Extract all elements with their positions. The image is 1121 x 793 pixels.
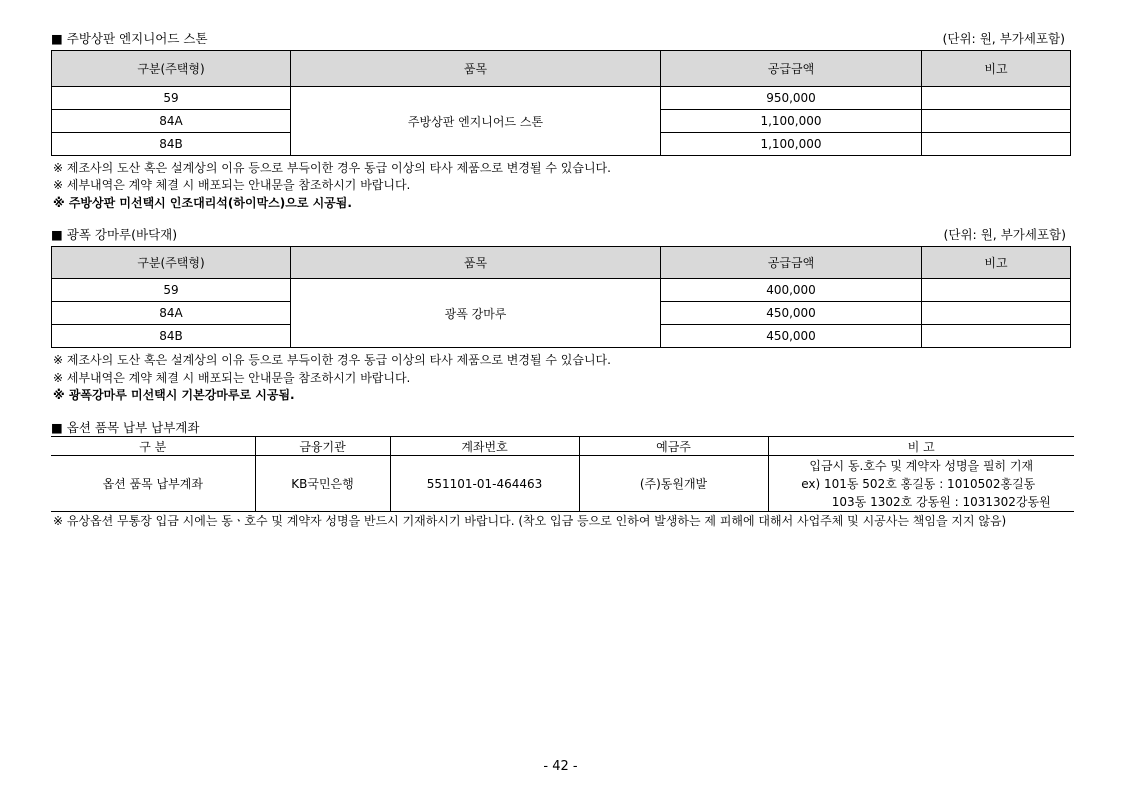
price-cell: 450,000 <box>661 325 922 348</box>
col-header-note: 비고 <box>922 247 1071 279</box>
price-cell: 1,100,000 <box>661 133 922 156</box>
col-header-type: 구분(주택형) <box>52 51 291 87</box>
col-header-note: 비고 <box>922 51 1071 87</box>
table-row <box>52 279 1071 302</box>
col-header-remarks: 비 고 <box>768 437 1074 456</box>
price-cell: 1,100,000 <box>661 110 922 133</box>
col-header-account: 계좌번호 <box>390 437 579 456</box>
account-number-cell: 551101-01-464463 <box>390 456 579 512</box>
account-holder-cell: (주)동원개발 <box>579 456 768 512</box>
note-cell <box>922 325 1071 348</box>
note-cell <box>922 87 1071 110</box>
section1-unit: (단위: 원, 부가세포함) <box>942 31 1065 46</box>
col-header-type: 구분(주택형) <box>52 247 291 279</box>
section2-note-1: ※ 제조사의 도산 혹은 설계상의 이유 등으로 부득이한 경우 동급 이상의 타사 제품으로 변경될 수 있습니다. <box>53 353 611 367</box>
section3-title: ■ 옵션 품목 납부 납부계좌 <box>51 420 200 435</box>
type-cell: 84B <box>52 133 291 156</box>
page-number: - 42 - <box>543 759 578 774</box>
item-cell: 주방상판 엔지니어드 스톤 <box>291 87 661 156</box>
section3-footnote: ※ 유상옵션 무통장 입금 시에는 동ㆍ호수 및 계약자 성명을 반드시 기재하시기 바랍니다. (착오 입금 등으로 인하여 발생하는 제 피해에 대해서 사업주체 및 시공사는 책임을 지지 않음) <box>53 514 1007 528</box>
col-header-price: 공급금액 <box>661 51 922 87</box>
col-header-price: 공급금액 <box>661 247 922 279</box>
category-cell: 옵션 품목 납부계좌 <box>51 456 255 512</box>
note-cell <box>922 110 1071 133</box>
type-cell: 59 <box>52 279 291 302</box>
section2-note-3: ※ 광폭강마루 미선택시 기본강마루로 시공됨. <box>53 388 295 402</box>
price-cell: 450,000 <box>661 302 922 325</box>
col-header-holder: 예금주 <box>579 437 768 456</box>
bank-cell: KB국민은행 <box>255 456 390 512</box>
price-cell: 950,000 <box>661 87 922 110</box>
col-header-item: 품목 <box>291 247 661 279</box>
note-cell <box>922 302 1071 325</box>
note-cell <box>922 133 1071 156</box>
section1-note-2: ※ 세부내역은 계약 체결 시 배포되는 안내문을 참조하시기 바랍니다. <box>53 178 411 192</box>
section2-note-2: ※ 세부내역은 계약 체결 시 배포되는 안내문을 참조하시기 바랍니다. <box>53 371 411 385</box>
type-cell: 84A <box>52 302 291 325</box>
type-cell: 84B <box>52 325 291 348</box>
section2-unit: (단위: 원, 부가세포함) <box>943 227 1066 242</box>
remark-line-1: 입금시 동.호수 및 계약자 성명을 필히 기재 <box>809 458 1034 473</box>
price-cell: 400,000 <box>661 279 922 302</box>
section2-table <box>51 246 1071 348</box>
type-cell: 59 <box>52 87 291 110</box>
section1-note-1: ※ 제조사의 도산 혹은 설계상의 이유 등으로 부득이한 경우 동급 이상의 타사 제품으로 변경될 수 있습니다. <box>53 161 611 175</box>
account-table <box>51 436 1074 512</box>
col-header-bank: 금융기관 <box>255 437 390 456</box>
col-header-item: 품목 <box>291 51 661 87</box>
col-header-category: 구 분 <box>51 437 255 456</box>
note-cell <box>922 279 1071 302</box>
remark-line-3: 103동 1302호 강동원 : 1031302강동원 <box>831 494 1051 509</box>
remark-line-2: ex) 101동 502호 홍길동 : 1010502홍길동 <box>801 476 1036 491</box>
section2-title: ■ 광폭 강마루(바닥재) <box>51 227 178 242</box>
section1-title: ■ 주방상판 엔지니어드 스톤 <box>51 31 208 46</box>
section1-note-3: ※ 주방상판 미선택시 인조대리석(하이막스)으로 시공됨. <box>53 196 352 210</box>
type-cell: 84A <box>52 110 291 133</box>
section1-table <box>51 50 1071 156</box>
table-row <box>51 456 1074 512</box>
remarks-cell <box>768 456 1074 512</box>
item-cell: 광폭 강마루 <box>291 279 661 348</box>
table-row <box>52 87 1071 110</box>
